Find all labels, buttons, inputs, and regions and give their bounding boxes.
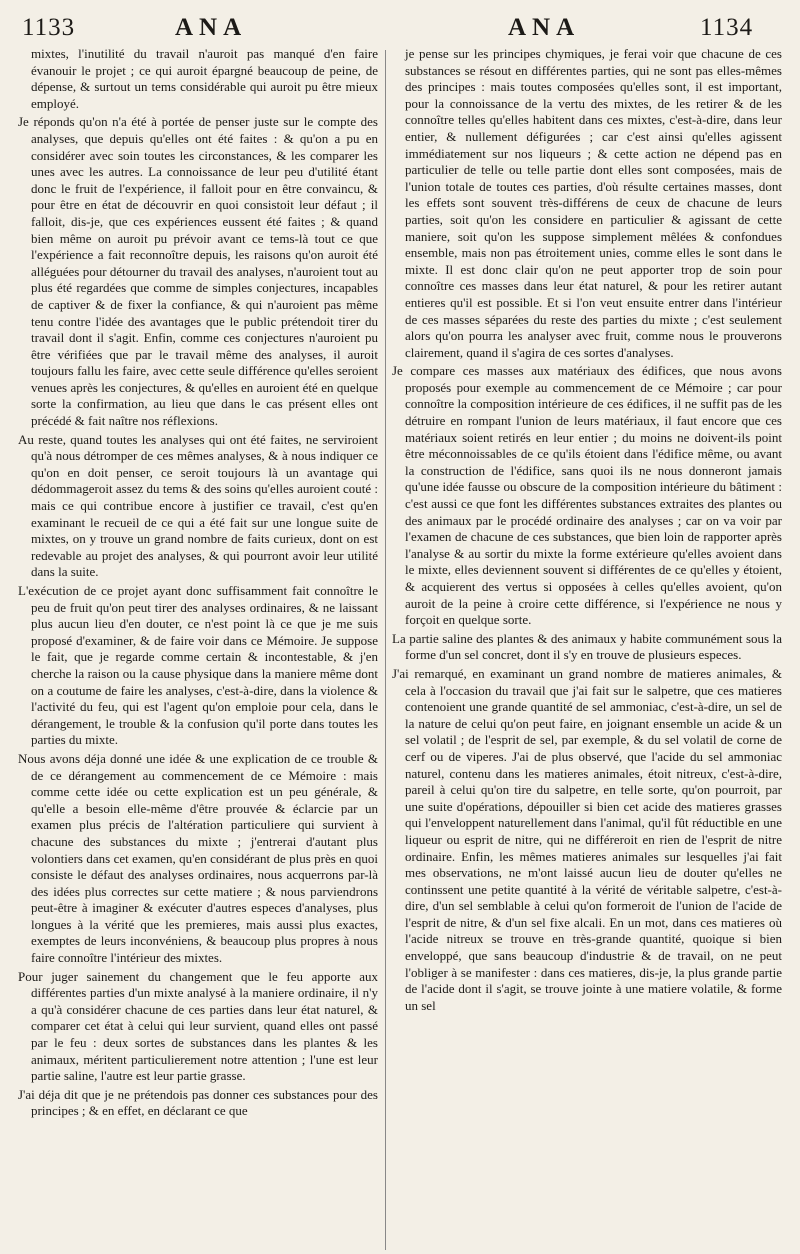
paragraph: Au reste, quand toutes les analyses qui ont été faites, ne serviroient qu'à nous détromper de ces mêmes analyses, & à nous indiquer ce qu'on en doit penser, ce seroit toujours là un avantage qui dédommageroit assez du tems & des soins qu'elles auroient couté : mais ce qui contribue encore à justifier ce travail, c'est qu'en examinant le recueil de ce qui a été fait sur une longue suite de mixtes, on y trouve un grand nombre de faits curieux, dont on est redevable au projet des analyses, & qui pourront avoir leur utilité dans la suite.: [18, 431, 378, 580]
paragraph: Je compare ces masses aux matériaux des édifices, que nous avons proposés pour exemple au commencement de ce Mémoire ; car pour connoître la composition intérieure de ces édifices, il ne suffit pas de les détruire en rompant l'union de leurs matériaux, il faut encore que ces matériaux soient retirés en leur entier ; du moins ne doivent-ils point être méconnoissables de ce qu'ils étoient dans l'édifice même, ou avant la construction de l'édifice, sans quoi ils ne nous donneront jamais qu'une idée fausse ou obscure de la composition intérieure du bâtiment : c'est aussi ce que font les différentes substances extraites des plantes ou des animaux par le procédé ordinaire des analyses ; car on va voir par l'examen de chacune de ces substances, que bien loin de rapporter après l'analyse & au sortir du mixte la forme extérieure qu'elles avoient dans le mixte, elles deviennent souvent si différentes de ce qu'elles y étoient, & acquierent des vertus si opposées à celles qu'elles avoient, qu'on auroit de la peine à croire cette différence, si l'expérience ne nous y forçoit en quelque sorte.: [392, 363, 782, 628]
paragraph: J'ai déja dit que je ne prétendois pas donner ces substances pour des principes ; & en effet, en déclarant ce que: [18, 1086, 378, 1119]
paragraph: je pense sur les principes chymiques, je ferai voir que chacune de ces substances se résout en différentes parties, qui ne sont pas elles-mêmes des principes : mais toutes composées qu'elles sont, il est important, pour la connoissance de la vertu des mixtes, de les retirer & de les connoître telles qu'elles habitent dans ces mixtes, c'est-à-dire, dans leur entier, & nullement défigurées ; car c'est ainsi qu'elles agissent immédiatement sur nos liqueurs ; & cette action ne dépend pas en particulier de telle ou telle partie dont elles sont composées, mais de l'union totale de toutes ces parties, d'où résulte certaines masses, dont les effets sont souvent très-différens de ceux de chacune de leurs parties, soit qu'on les considere en particulier & agissant de cette maniere, soit qu'on les suppose simplement mêlées & confondues ensemble, mais non pas étroitement unies, comme elles le sont dans le mixte. Il est donc clair qu'on ne peut apporter trop de soin pour connoître ces masses dans leur état naturel, & pour les retirer autant entieres qu'il est possible. Et si l'on veut ensuite entrer dans l'intérieur de ces masses séparées du reste des parties du mixte ; c'est seulement alors qu'on pourra les analyser avec fruit, comme nous le prouverons clairement, quand il s'agira de ces sortes d'analyses.: [405, 46, 782, 360]
running-title-right: ANA: [508, 14, 581, 41]
page-header: [0, 0, 800, 52]
left-column: [18, 46, 378, 1122]
paragraph: Je réponds qu'on n'a été à portée de penser juste sur le compte des analyses, que depuis qu'elles ont été faites : & qu'on a pu en considérer avec soin toutes les circonstances, & les comparer les unes avec les autres. La connoissance de leur peu d'utilité étant donc le fruit de l'expérience, il falloit pour en être convaincu, & pour être en état de découvrir en quoi consistoit leur défaut ; il falloit, dis-je, que ces expériences eussent été faites ; & quand bien même on auroit pu prévoir avant ce tems-là tout ce que l'expérience a fait reconnoître depuis, les raisons qu'on auroit été alléguées pour détourner du travail des analyses, n'auroient tout au plus été regardées que comme de simples conjectures, incapables de captiver & de fixer la confiance, & qui n'auroient pas même tenu contre l'idée des avantages que le public prétendoit tirer du travail dont il s'agit. Enfin, comme ces conjectures n'auroient pu être vérifiées que par le travail même des analyses, il auroit toujours fallu les faire, avec cette seule différence qu'elles seroient venues après les conjectures, & qu'elles en auroient été en quelque sorte la confirmation, au lieu que dans le cas présent elles ont précédé & fait naître nos réflexions.: [18, 114, 378, 429]
paragraph: mixtes, l'inutilité du travail n'auroit pas manqué d'en faire évanouir le projet ; ce qui auroit épargné beaucoup de peine, de dépense, & surtout un tems considérable qui auroit pu être mieux employé.: [31, 46, 378, 111]
page-number-left: 1133: [22, 14, 76, 41]
running-title-left: ANA: [175, 14, 248, 41]
right-column: [392, 46, 782, 1016]
paragraph: L'exécution de ce projet ayant donc suffisamment fait connoître le peu de fruit qu'on peut tirer des analyses ordinaires, & ne laissant plus aucun lieu d'en douter, ce n'est point là ce que je me suis proposé d'examiner, & de faire voir dans ce Mémoire. Je suppose le fait, que je regarde comme certain & incontestable, & j'en cherche la raison ou la cause physique dans la maniere même dont on a coutume de faire les analyses, c'est-à-dire, dans la violence & l'activité du feu, qui est l'agent qu'on emploie pour cela, dans le dérangement, le trouble & la confusion qu'il porte dans toutes les parties du mixte.: [18, 583, 378, 748]
paragraph: J'ai remarqué, en examinant un grand nombre de matieres animales, & cela à l'occasion du travail que j'ai fait sur le salpetre, que ces matieres contenoient une grande quantité de sel ammoniac, c'est-à-dire, un sel de la nature de celui qu'on peut faire, en joignant ensemble un acide & un sel volatil ; de l'esprit de sel, par exemple, & du sel volatil de corne de cerf ou de viperes. J'ai de plus observé, que l'acide du sel ammoniac naturel, contenu dans les matieres animales, étoit nitreux, c'est-à-dire, pareil à celui qu'on tire du salpetre, en telle sorte, qu'on pourroit, par une suite d'opérations, dépouiller si bien cet acide des matieres grasses qui l'enveloppent naturellement dans l'animal, qu'il fût réductible en une liqueur ou esprit de nitre, qui ne différeroit en rien de l'esprit de nitre ordinaire. Enfin, les mêmes matieres animales sur lesquelles j'ai fait mes observations, ne m'ont laissé aucun lieu de douter qu'elles ne continssent une petite quantité à la vérité de véritable salpetre, c'est-à-dire, d'un sel semblable à celui qu'on formeroit de l'union de l'acide de l'esprit de nitre, & d'un sel fixe alcali. En un mot, dans ces matieres où l'acide nitreux se trouve en très-grande quantité, quoique si bien enveloppé, que sans beaucoup d'industrie & de travail, on ne peut l'obliger à se manifester : dans ces matieres, dis-je, la plus grande partie de l'acide dont il s'agit, se trouve jointe à une matiere volatile, & forme un sel: [392, 665, 782, 1013]
paragraph: Nous avons déja donné une idée & une explication de ce trouble & de ce dérangement au commencement de ce Mémoire : mais comme cette idée ou cette explication est un peu générale, & qu'elle a besoin elle-même d'être prouvée & éclarcie par un examen plus précis de l'altération particuliere qui survient à chacune des substances du mixte ; j'entrerai d'autant plus volontiers dans cet examen, qu'en considérant de plus près en quoi consiste le défaut des analyses ordinaires, nous acquerrons par-là des idées plus correctes sur cette matiere ; & nous parviendrons peut-être à imaginer & exécuter d'autres especes d'analyses, plus longues à la vérité que les premieres, mais aussi plus exactes, exemptes de leurs inconvéniens, & beaucoup plus propres à nous faire connoître l'intérieur des mixtes.: [18, 750, 378, 966]
paragraph: Pour juger sainement du changement que le feu apporte aux différentes parties d'un mixte analysé à la maniere ordinaire, il n'y a qu'à considérer chacune de ces parties dans leur état naturel, & comparer cet état à celui qui leur survient, quand elles ont passé par le feu : deux sortes de substances dans les plantes & les animaux, méritent particulierement notre attention ; l'une est leur partie saline, l'autre est leur partie grasse.: [18, 968, 378, 1084]
paragraph: La partie saline des plantes & des animaux y habite communément sous la forme d'un sel concret, dont il s'y en trouve de plusieurs especes.: [392, 630, 782, 663]
column-rule: [385, 50, 386, 1250]
page-number-right: 1134: [700, 14, 754, 41]
